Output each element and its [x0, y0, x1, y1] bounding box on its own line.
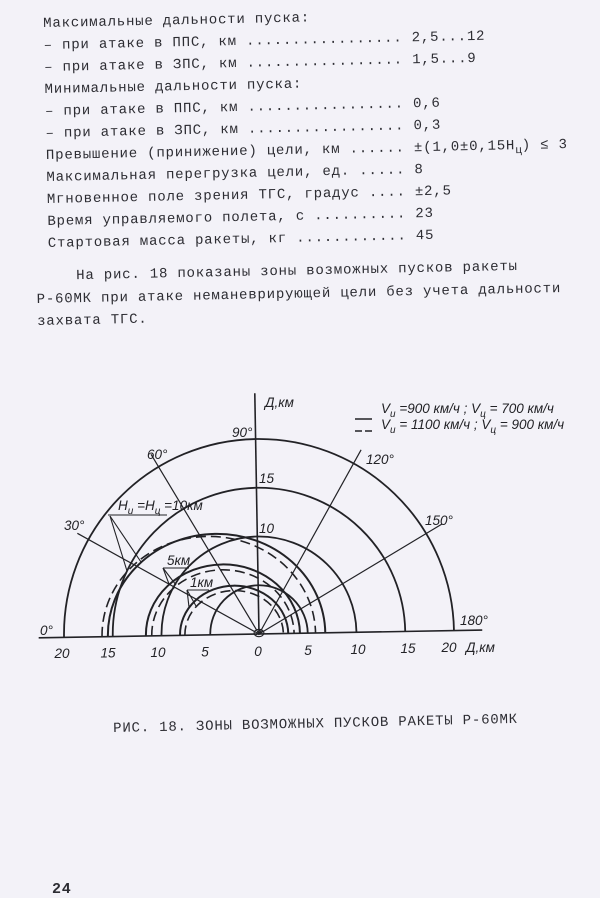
legend-value: = 1100 км/ч ; — [395, 417, 482, 432]
spec-leader-dots: ................. — [247, 96, 405, 116]
y-tick-labels — [259, 395, 294, 536]
altitude-label-1km: 1км — [190, 575, 214, 590]
spec-label: Минимальные дальности пуска: — [44, 76, 303, 98]
x-tick-label: 5 — [304, 643, 312, 658]
spec-leader-dots: .... — [368, 184, 406, 202]
angle-label-90: 90° — [232, 425, 253, 440]
legend-subscript: ц — [490, 425, 497, 436]
spec-value: 23 — [415, 205, 434, 223]
spec-leader-dots: ................. — [245, 30, 403, 50]
altitude-label-10km: $H_и =H_ц =10км$ — [118, 498, 203, 517]
legend-var: V — [381, 417, 391, 432]
x-tick-labels — [53, 640, 494, 661]
legend-subscript: и — [390, 409, 396, 420]
spec-leader-dots: .......... — [313, 206, 407, 225]
angle-label-30: 30° — [64, 518, 85, 533]
angle-label-150: 150° — [425, 513, 453, 528]
spec-label: Мгновенное поле зрения ТГС, градус — [46, 185, 360, 208]
x-axis-label: Д,км — [466, 640, 495, 655]
y-axis — [255, 393, 259, 634]
spec-label: Время управляемого полета, с — [47, 208, 306, 230]
legend-var: V — [381, 401, 391, 416]
spec-value: 45 — [415, 227, 435, 245]
spec-label: – при атаке в ППС, км — [44, 99, 239, 120]
angle-label-120: 120° — [366, 452, 394, 467]
legend-entry-dashed — [381, 417, 564, 436]
callout-pointer — [110, 516, 141, 562]
spec-value: 0,6 — [412, 95, 441, 113]
paragraph-line: захвата ТГС. — [37, 311, 148, 330]
y-tick-label: 10 — [259, 521, 275, 536]
legend-var: V — [471, 401, 481, 416]
x-tick-label: 15 — [400, 641, 416, 656]
x-tick-label: 10 — [350, 642, 366, 657]
spec-leader-dots: ................. — [247, 118, 405, 138]
spec-value-tail: ) ≤ 3 — [521, 137, 568, 155]
spec-label: Максимальная перегрузка цели, ед. — [46, 163, 351, 186]
paragraph-line: Р-60МК при атаке неманеврирующей цели без учета дальности — [36, 280, 562, 308]
zone-callouts — [108, 498, 213, 607]
y-tick-label: 15 — [259, 471, 275, 486]
spec-value: ±2,5 — [414, 183, 452, 201]
bearing-line-30 — [77, 530, 259, 637]
spec-leader-dots: ...... — [349, 140, 405, 158]
paragraph-line: На рис. 18 показаны зоны возможных пусков ракеты — [76, 258, 518, 285]
x-tick-label: 0 — [254, 644, 262, 659]
x-tick-label: 10 — [150, 645, 166, 660]
legend-value: =900 км/ч ; — [395, 401, 472, 416]
angle-label-60: 60° — [147, 447, 168, 462]
spec-value: 2,5...12 — [411, 28, 486, 47]
spec-leader-dots: ................. — [246, 52, 404, 72]
legend-subscript: и — [390, 425, 396, 436]
spec-value-subscript: ц — [515, 145, 523, 158]
page-number: 24 — [52, 881, 72, 898]
angle-label-180: 180° — [460, 613, 488, 628]
legend-var: V — [481, 417, 491, 432]
spec-label: – при атаке в ЗПС, км — [43, 55, 238, 76]
x-tick-label: 5 — [201, 644, 209, 660]
legend-subscript: ц — [480, 409, 486, 420]
y-axis-label: Д,км — [265, 395, 294, 410]
spec-label: Стартовая масса ракеты, кг — [47, 230, 288, 252]
legend-value: = 900 км/ч — [496, 417, 565, 432]
angle-label-0: 0° — [40, 623, 53, 638]
spec-leader-dots: ............ — [296, 228, 407, 247]
callout-pointer — [110, 516, 127, 571]
figure-caption: РИС. 18. ЗОНЫ ВОЗМОЖНЫХ ПУСКОВ РАКЕТЫ Р-60МК — [113, 711, 519, 737]
altitude-label-5km: 5км — [167, 553, 191, 568]
spec-value: 1,5...9 — [411, 50, 477, 69]
x-tick-label: 20 — [441, 640, 457, 655]
spec-label: Превышение (принижение) цели, км — [45, 141, 341, 164]
legend — [355, 401, 564, 436]
legend-value: = 700 км/ч — [485, 401, 554, 416]
spec-value: 0,3 — [413, 117, 442, 135]
spec-value: 8 — [414, 162, 424, 179]
spec-label: – при атаке в ЗПС, км — [45, 121, 239, 142]
spec-value-main: ±(1,0±0,15Н — [413, 138, 516, 157]
x-tick-label: 20 — [54, 646, 70, 661]
spec-label: – при атаке в ППС, км — [43, 33, 238, 54]
spec-leader-dots: ..... — [359, 162, 406, 180]
spec-label: Максимальные дальности пуска: — [43, 10, 311, 32]
x-tick-label: 15 — [100, 645, 116, 661]
